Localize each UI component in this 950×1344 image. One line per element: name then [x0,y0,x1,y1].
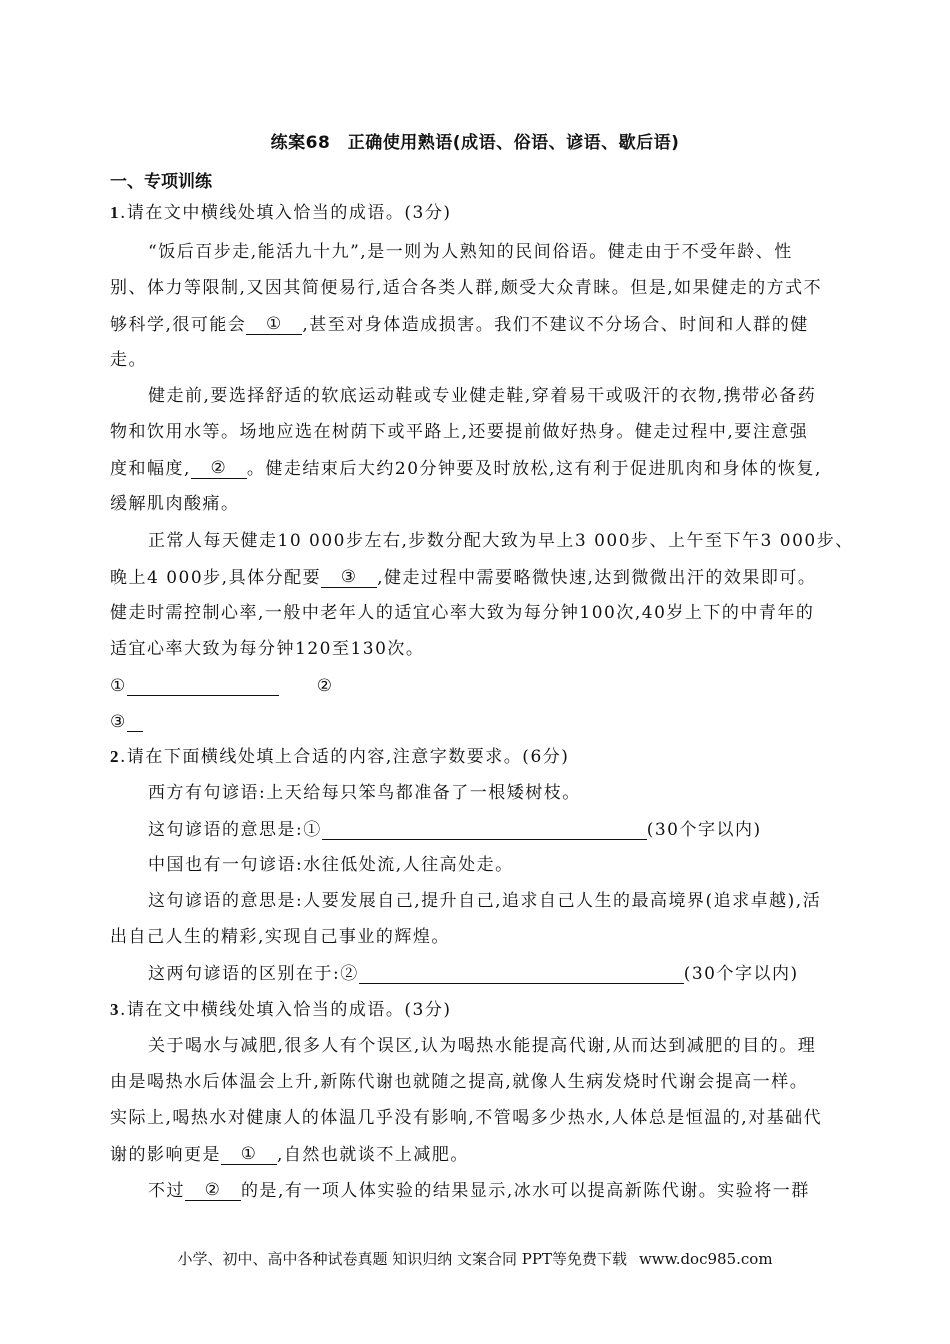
answer-label: ① [110,676,127,696]
paragraph-line: 正常人每天健走10 000步左右,步数分配大致为早上3 000步、上午至下午3 000步、 [148,531,854,551]
paragraph-line: 健走前,要选择舒适的软底运动鞋或专业健走鞋,穿着易干或吸汗的衣物,携带必备药 [148,386,817,406]
fill-blank-1[interactable]: ① [246,314,302,335]
paragraph-line: 关于喝水与减肥,很多人有个误区,认为喝热水能提高代谢,从而达到减肥的目的。理 [148,1036,817,1056]
text-segment: 谢的影响更是 [110,1145,221,1165]
fill-blank-2[interactable]: ② [185,1180,241,1201]
paragraph-line: 中国也有一句谚语:水往低处流,人往高处走。 [148,855,514,875]
paragraph-line: 别、体力等限制,又因其简便易行,适合各类人群,颇受大众青睐。但是,如果健走的方式不 [110,278,823,298]
question-1-prompt [110,203,845,223]
text-segment: 这句谚语的意思是:① [148,820,322,840]
question-text: .请在文中横线处填入恰当的成语。(3分) [120,1000,452,1020]
fill-blank-1[interactable]: ① [221,1144,277,1165]
question-number: 3 [110,1000,120,1019]
text-segment: 度和幅度, [110,459,191,479]
text-segment: 够科学,很可能会 [110,315,247,335]
answer-row [110,711,845,732]
paragraph-line: 适宜心率大致为每分钟120至130次。 [110,639,425,659]
paragraph-line: 由是喝热水后体温会上升,新陈代谢也就随之提高,就像人生病发烧时代谢会提高一样。 [110,1072,809,1092]
question-text: .请在文中横线处填入恰当的成语。(3分) [120,203,452,223]
answer-field-meaning[interactable] [322,819,647,840]
section-heading: 一、专项训练 [110,172,212,192]
question-number: 1 [110,203,120,222]
paragraph-line [110,314,845,335]
text-segment: 。健走结束后大约20分钟要及时放松,这有利于促进肌肉和身体的恢复, [246,459,822,479]
footer-text: 小学、初中、高中各种试卷真题 知识归纳 文案合同 PPT等免费下载 [177,1250,627,1268]
paragraph-line [148,819,845,840]
paragraph-line [148,1180,845,1201]
fill-blank-3[interactable]: ③ [321,567,377,588]
text-segment: 这两句谚语的区别在于:② [148,964,359,984]
text-segment: ,甚至对身体造成损害。我们不建议不分场合、时间和人群的健 [302,315,809,335]
footer [0,1248,950,1269]
answer-field-difference[interactable] [359,963,684,984]
question-number: 2 [110,747,120,766]
text-segment: 的是,有一项人体实验的结果显示,冰水可以提高新陈代谢。实验将一群 [241,1181,810,1201]
paragraph-line: 物和饮用水等。场地应选在树荫下或平路上,还要提前做好热身。健走过程中,要注意强 [110,422,809,442]
paragraph-line [110,1144,845,1165]
paragraph-line: 出自己人生的精彩,实现自己事业的辉煌。 [110,927,450,947]
paragraph-line: 这句谚语的意思是:人要发展自己,提升自己,追求自己人生的最高境界(追求卓越),活 [148,891,822,911]
text-segment: (30个字以内) [683,964,799,984]
paragraph-line: 走。 [110,350,147,370]
text-segment: ,健走过程中需要略微快速,达到微微出汗的效果即可。 [377,568,817,588]
paragraph-line: 健走时需控制心率,一般中老年人的适宜心率大致为每分钟100次,40岁上下的中青年的 [110,603,815,623]
answer-label: ② [316,676,334,696]
paragraph-line [148,963,845,984]
answer-label: ③ [110,712,127,732]
paragraph-line: 西方有句谚语:上天给每只笨鸟都准备了一根矮树枝。 [148,783,581,803]
question-2-prompt [110,747,845,767]
answer-field-1[interactable] [127,675,279,696]
answer-field-3[interactable] [127,711,143,732]
page-title: 练案68 正确使用熟语(成语、俗语、谚语、歇后语) [270,133,680,153]
text-segment: (30个字以内) [646,820,762,840]
text-segment: ,自然也就谈不上减肥。 [277,1145,469,1165]
paragraph-line [110,567,845,588]
text-segment: 晚上4 000步,具体分配要 [110,568,322,588]
footer-link[interactable]: www.doc985.com [638,1250,773,1268]
fill-blank-2[interactable]: ② [191,458,247,479]
paragraph-line [110,458,845,479]
question-text: .请在下面横线处填上合适的内容,注意字数要求。(6分) [120,747,570,767]
text-segment: 不过 [148,1181,185,1201]
question-3-prompt [110,1000,845,1020]
paragraph-line: 实际上,喝热水对健康人的体温几乎没有影响,不管喝多少热水,人体总是恒温的,对基础代 [110,1108,823,1128]
paragraph-line: “饭后百步走,能活九十九”,是一则为人熟知的民间俗语。健走由于不受年龄、性 [148,242,793,262]
paragraph-line: 缓解肌肉酸痛。 [110,494,240,514]
answer-row [110,675,845,696]
